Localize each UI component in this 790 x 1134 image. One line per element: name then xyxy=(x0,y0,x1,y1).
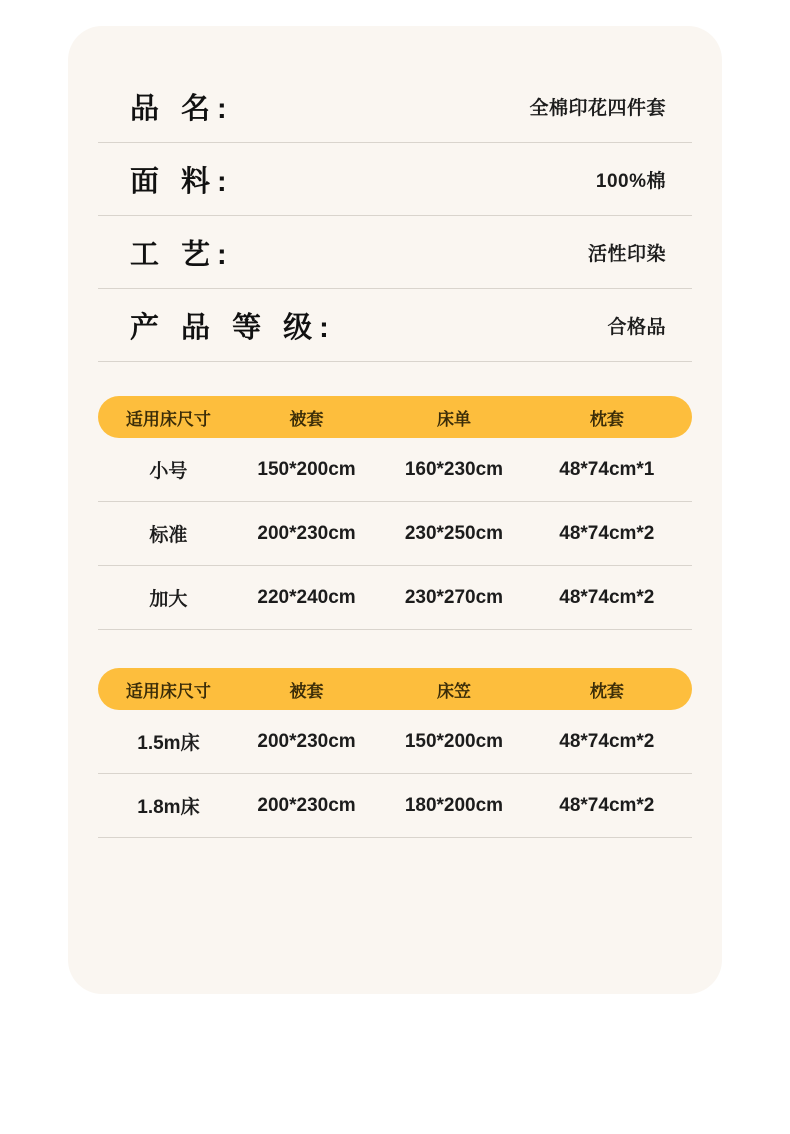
table-row xyxy=(98,710,692,774)
cell-pillowcase: 48*74cm*2 xyxy=(559,522,655,544)
cell-pillowcase: 48*74cm*1 xyxy=(559,458,655,480)
spec-label: 面 料: xyxy=(130,165,234,198)
cell-duvet-cover: 200*230cm xyxy=(257,794,356,816)
table-header-row xyxy=(98,668,692,710)
cell-flat-sheet: 230*250cm xyxy=(404,522,504,544)
spec-label: 工 艺: xyxy=(130,238,234,271)
spec-value: 合格品 xyxy=(607,316,666,338)
cell-bed-size: 1.8m床 xyxy=(137,797,200,818)
cell-duvet-cover: 200*230cm xyxy=(257,522,356,544)
spec-card-content xyxy=(98,70,692,838)
cell-bed-size: 小号 xyxy=(149,461,188,482)
size-table-duvet-fittedsheet xyxy=(98,668,692,838)
cell-duvet-cover: 200*230cm xyxy=(257,730,356,752)
spec-card xyxy=(68,26,722,994)
spec-row-grade xyxy=(98,289,692,362)
table-row xyxy=(98,438,692,502)
cell-bed-size: 加大 xyxy=(149,589,188,610)
table-row xyxy=(98,774,692,838)
column-header-duvet-cover: 被套 xyxy=(289,409,324,429)
column-header-duvet-cover: 被套 xyxy=(289,681,324,701)
spec-label: 产 品 等 级: xyxy=(130,311,336,344)
cell-flat-sheet: 230*270cm xyxy=(404,586,504,608)
table-row xyxy=(98,502,692,566)
column-header-flat-sheet: 床单 xyxy=(436,409,471,429)
cell-duvet-cover: 220*240cm xyxy=(257,586,356,608)
cell-duvet-cover: 150*200cm xyxy=(257,458,356,480)
column-header-pillowcase: 枕套 xyxy=(589,409,624,429)
column-header-fitted-sheet: 床笠 xyxy=(436,681,471,701)
cell-pillowcase: 48*74cm*2 xyxy=(559,586,655,608)
cell-flat-sheet: 160*230cm xyxy=(404,458,504,480)
spec-row-craft xyxy=(98,216,692,289)
column-header-pillowcase: 枕套 xyxy=(589,681,624,701)
cell-pillowcase: 48*74cm*2 xyxy=(559,730,655,752)
cell-bed-size: 1.5m床 xyxy=(137,733,200,754)
spec-value: 100%棉 xyxy=(595,170,666,192)
spec-value: 活性印染 xyxy=(587,243,666,265)
spec-value: 全棉印花四件套 xyxy=(529,97,666,119)
spec-row-fabric xyxy=(98,143,692,216)
spec-row-product-name xyxy=(98,70,692,143)
table-row xyxy=(98,566,692,630)
spec-label: 品 名: xyxy=(130,92,234,125)
cell-bed-size: 标准 xyxy=(149,525,188,546)
column-header-bed-size: 适用床尺寸 xyxy=(125,409,211,429)
cell-fitted-sheet: 150*200cm xyxy=(404,730,504,752)
column-header-bed-size: 适用床尺寸 xyxy=(125,681,211,701)
size-table-duvet-flatsheet xyxy=(98,396,692,630)
cell-pillowcase: 48*74cm*2 xyxy=(559,794,655,816)
cell-fitted-sheet: 180*200cm xyxy=(404,794,504,816)
table-header-row xyxy=(98,396,692,438)
